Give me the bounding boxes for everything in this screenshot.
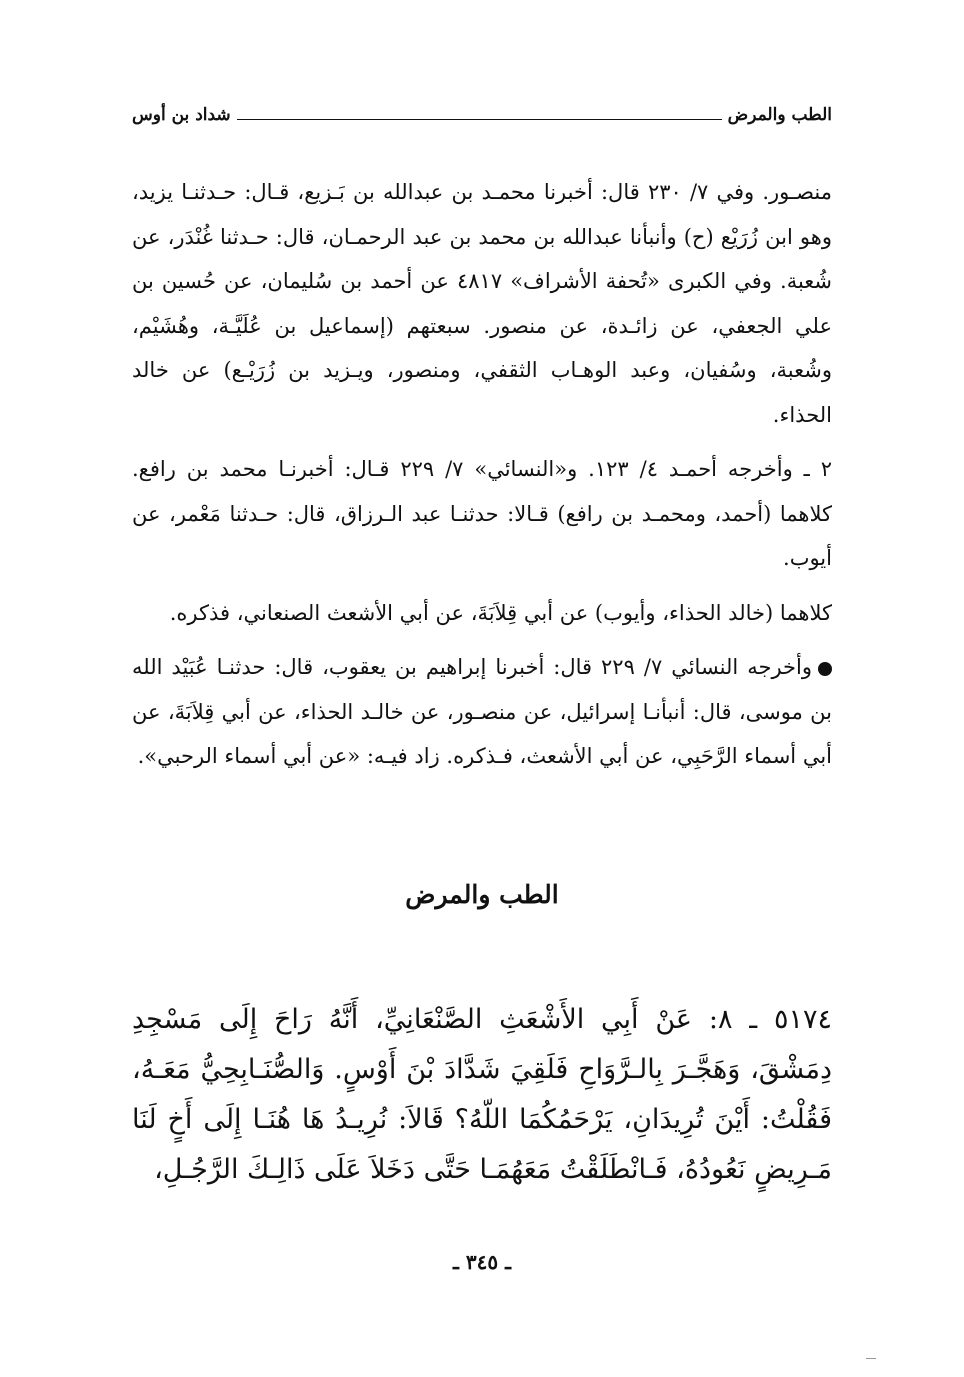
header-chapter-title: الطب والمرض <box>727 105 832 125</box>
paragraph-3: كلاهما (خالد الحذاء، وأيوب) عن أبي قِلاَبَةَ، عن أبي الأشعث الصنعاني، فذكره. <box>169 600 832 625</box>
scan-corner-mark <box>866 1358 876 1359</box>
paragraph-2: ٢ ـ وأخرجه أحمـد ٤/ ١٢٣. و«النسائي» ٧/ ٢٢٩ قـال: أخبرنـا محمد بن رافع. كلاهما (أحمد، ومحمـد بن رافع) قـالا: حدثنـا عبد الـرزاق، قال: حـدثنا مَعْمر، عن أيوب. <box>132 457 832 570</box>
section-heading: الطب والمرض <box>405 880 559 909</box>
bullet-icon <box>818 662 832 676</box>
hadith-text: ٥١٧٤ ـ ٨: عَنْ أَبِي الأَشْعَثِ الصَّنْعَانِيِّ، أَنَّهُ رَاحَ إِلَى مَسْجِدِ دِمَشْقَ، وَهَجَّـرَ بِالـرَّوَاحِ فَلَقِيَ شَدَّادَ بْنَ أَوْسٍ. وَالصُّنَـابِحِيُّ مَعَـهُ، فَقُلْتُ: أَيْنَ تُرِيدَانِ، يَرْحَمُكُمَا اللّهُ؟ قَالاَ: نُرِيـدُ هَا هُنَـا إِلَى أَخٍ لَنَا مَـرِيضٍ نَعُودُهُ، فَـانْطَلَقْتُ مَعَهُمَـا حَتَّى دَخَلاَ عَلَى ذَالِـكَ الرَّجُـلِ، <box>132 1004 832 1185</box>
page-number: ـ ٣٤٥ ـ <box>453 1250 511 1274</box>
header-rule <box>237 119 722 120</box>
footnotes-block <box>132 170 832 779</box>
header-section-title: شداد بن أوس <box>132 105 231 125</box>
running-header <box>132 100 832 130</box>
paragraph-4-text: وأخرجه النسائي ٧/ ٢٢٩ قال: أخبرنا إبراهيم بن يعقوب، قال: حدثنـا عُبَيْد الله بن موسى، قال: أنبأنـا إسرائيل، عن منصـور، عن خالـد الحذاء، عن أبي قِلاَبَةَ، عن أبي أسماء الرَّحَبِي، عن أبي الأشعث، فـذكره. زاد فيـه: «عن أبي أسماء الرحبي». <box>132 655 832 768</box>
paragraph-4 <box>132 645 832 779</box>
paragraph-1: منصـور. وفي ٧/ ٢٣٠ قال: أخبرنا محمـد بن عبدالله بن بَـزيع، قـال: حـدثنـا يزيد، وهو ابن زُرَيْع (ح) وأنبأنا عبدالله بن محمد بن عبد الرحمـان، قال: حـدثنا غُنْدَر، عن شُعبة. وفي الكبرى «تُحفة الأشراف» ٤٨١٧ عن أحمد بن سُليمان، عن حُسين بن علي الجعفي، عن زائـدة، عن منصور. سبعتهم (إسماعيل بن عُلَيَّـة، وهُشَيْم، وشُعبة، وسُفيان، وعبد الوهـاب الثقفي، ومنصور، ويـزيد بن زُرَيْـع) عن خالد الحذاء. <box>132 180 833 427</box>
